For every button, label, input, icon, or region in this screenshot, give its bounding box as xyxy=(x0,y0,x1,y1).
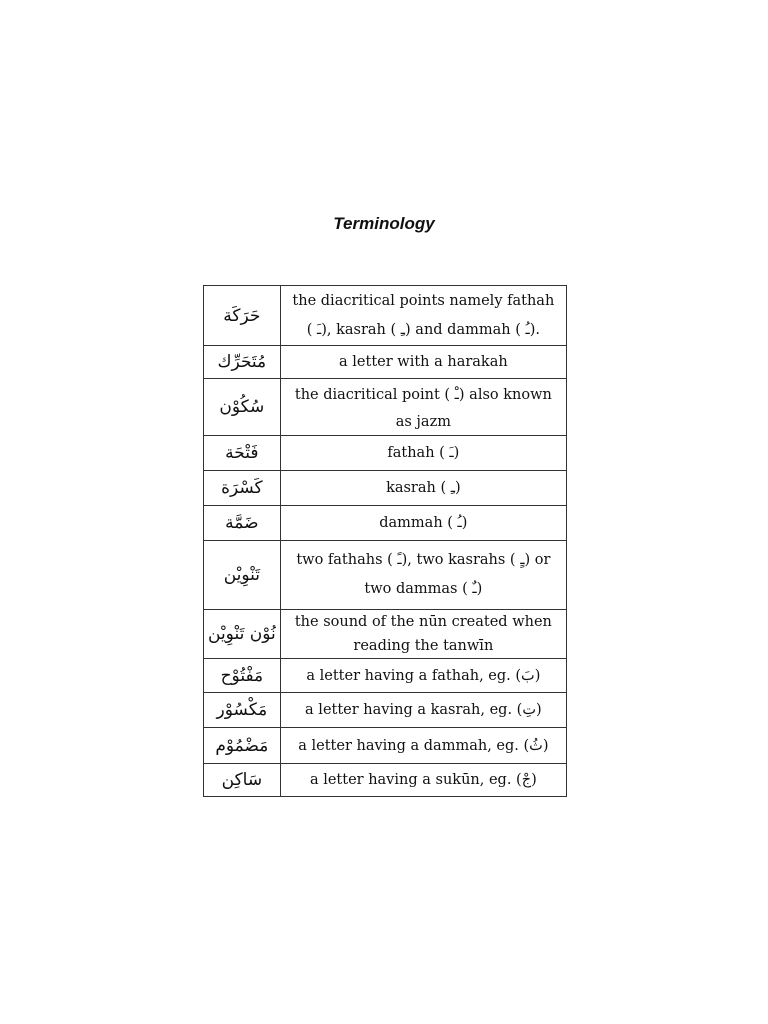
definition-line: kasrah ( ـِ) xyxy=(386,479,461,496)
arabic-term: نُوْن تَنْوِيْن xyxy=(204,610,281,659)
term-definition xyxy=(280,436,566,471)
term-row xyxy=(204,764,567,797)
arabic-term: مَكْسُوْر xyxy=(204,693,281,728)
arabic-term: تَنْوِيْن xyxy=(204,541,281,610)
definition-line: a letter with a harakah xyxy=(339,354,508,370)
terminology-table xyxy=(203,285,567,797)
term-definition xyxy=(280,506,566,541)
arabic-term: ضَمَّة xyxy=(204,506,281,541)
term-definition xyxy=(280,471,566,506)
definition-line: a letter having a kasrah, eg. (تِ) xyxy=(305,702,542,718)
definition-line: reading the tanwīn xyxy=(353,638,494,654)
arabic-term: حَرَكَة xyxy=(204,286,281,346)
term-definition xyxy=(280,764,566,797)
definition-line: a letter having a dammah, eg. (ثُ) xyxy=(298,737,549,754)
definition-line: a letter having a sukūn, eg. (جْ) xyxy=(309,772,537,788)
arabic-term: مَضْمُوْم xyxy=(204,728,281,764)
definition-line: fathah ( ـَ) xyxy=(387,444,460,461)
arabic-term: سَاكِن xyxy=(204,764,281,797)
term-definition xyxy=(280,693,566,728)
term-row xyxy=(204,286,567,346)
term-row xyxy=(204,693,567,728)
term-definition xyxy=(280,346,566,379)
definition-line: the diacritical point ( ـْ) also known xyxy=(294,386,552,403)
arabic-term: مُتَحَرِّك xyxy=(204,346,281,379)
term-row xyxy=(204,346,567,379)
term-definition xyxy=(280,728,566,764)
term-row xyxy=(204,436,567,471)
definition-line: dammah ( ـُ) xyxy=(379,514,468,531)
definition-line: the sound of the nūn created when xyxy=(294,614,552,630)
arabic-term: فَتْحَة xyxy=(204,436,281,471)
term-definition xyxy=(280,659,566,693)
term-row xyxy=(204,728,567,764)
term-row xyxy=(204,541,567,610)
definition-line: the diacritical points namely fathah xyxy=(292,292,555,309)
term-definition xyxy=(280,286,566,346)
term-row xyxy=(204,471,567,506)
definition-line: two fathahs ( ـً), two kasrahs ( ـٍ) or xyxy=(296,552,551,568)
arabic-term: سُكُوْن xyxy=(204,379,281,436)
arabic-term: كَسْرَة xyxy=(204,471,281,506)
definition-line: two dammas ( ـٌ) xyxy=(364,581,483,597)
arabic-term: مَفْتُوْح xyxy=(204,659,281,693)
term-definition xyxy=(280,379,566,436)
term-row xyxy=(204,610,567,659)
term-row xyxy=(204,659,567,693)
term-row xyxy=(204,506,567,541)
definition-line: a letter having a fathah, eg. (بَ) xyxy=(306,667,541,684)
definition-line: ( ـَ), kasrah ( ـِ) and dammah ( ـُ). xyxy=(306,321,540,338)
term-definition xyxy=(280,610,566,659)
term-row xyxy=(204,379,567,436)
definition-line: as jazm xyxy=(395,413,451,430)
page-title: Terminology xyxy=(333,214,435,233)
term-definition xyxy=(280,541,566,610)
